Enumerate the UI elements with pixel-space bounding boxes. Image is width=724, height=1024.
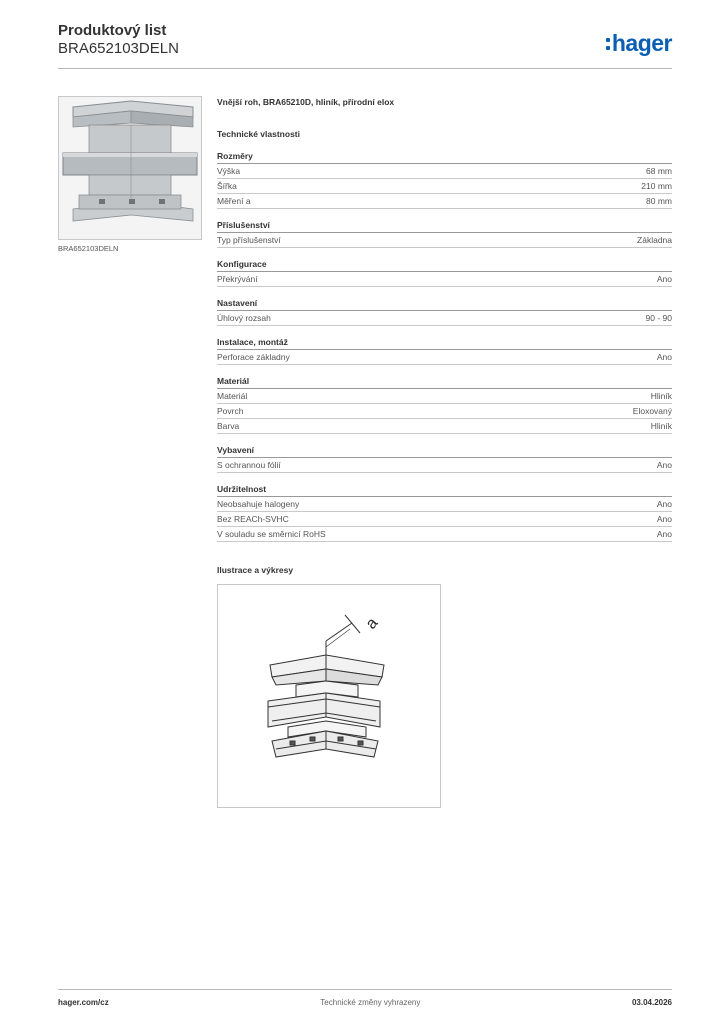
- spec-group-configuration: [217, 258, 672, 287]
- spec-value: Ano: [656, 499, 672, 509]
- spec-label: Barva: [217, 421, 240, 431]
- logo-wordmark: hager: [611, 30, 672, 56]
- footer-divider: [58, 989, 672, 990]
- spec-label: Měření a: [217, 196, 251, 206]
- spec-group-sustainability: [217, 483, 672, 542]
- spec-value: Ano: [656, 529, 672, 539]
- spec-group-title: Vybavení: [217, 444, 672, 458]
- spec-label: V souladu se směrnicí RoHS: [217, 529, 326, 539]
- spec-group-settings: [217, 297, 672, 326]
- spec-row: [217, 512, 672, 527]
- product-photo-icon: [59, 97, 201, 239]
- tech-properties-title: Technické vlastnosti: [217, 129, 300, 139]
- spec-group-title: Příslušenství: [217, 219, 672, 233]
- spec-value: Ano: [656, 460, 672, 470]
- spec-value: 90 - 90: [645, 313, 672, 323]
- spec-value: Základna: [637, 235, 672, 245]
- footer: [58, 998, 672, 1007]
- spec-row: [217, 389, 672, 404]
- spec-row: [217, 164, 672, 179]
- spec-value: 80 mm: [646, 196, 672, 206]
- spec-label: Výška: [217, 166, 241, 176]
- page-title: Produktový list: [58, 22, 167, 39]
- spec-group-title: Instalace, montáž: [217, 336, 672, 350]
- footer-website: hager.com/cz: [58, 998, 109, 1007]
- product-image: [58, 96, 202, 240]
- hager-logo: [606, 30, 672, 56]
- product-image-caption: BRA652103DELN: [58, 244, 119, 253]
- spec-group-accessories: [217, 219, 672, 248]
- spec-group-title: Udržitelnost: [217, 483, 672, 497]
- spec-value: 68 mm: [646, 166, 672, 176]
- spec-value: Ano: [656, 274, 672, 284]
- spec-group-title: Konfigurace: [217, 258, 672, 272]
- spec-label: Úhlový rozsah: [217, 313, 271, 323]
- spec-value: Hliník: [650, 391, 672, 401]
- spec-value: 210 mm: [641, 181, 672, 191]
- spec-row: [217, 350, 672, 365]
- spec-group-dimensions: [217, 150, 672, 209]
- spec-label: Bez REACh-SVHC: [217, 514, 289, 524]
- spec-row: [217, 419, 672, 434]
- spec-label: Perforace základny: [217, 352, 290, 362]
- spec-row: [217, 497, 672, 512]
- spec-label: Typ příslušenství: [217, 235, 281, 245]
- spec-row: [217, 527, 672, 542]
- illustration-title: Ilustrace a výkresy: [217, 565, 294, 575]
- spec-label: Neobsahuje halogeny: [217, 499, 300, 509]
- product-code: BRA652103DELN: [58, 40, 179, 57]
- spec-row: [217, 233, 672, 248]
- spec-value: Eloxovaný: [632, 406, 672, 416]
- spec-group-title: Materiál: [217, 375, 672, 389]
- spec-row: [217, 179, 672, 194]
- header-divider: [58, 68, 672, 69]
- spec-row: [217, 458, 672, 473]
- spec-group-title: Rozměry: [217, 150, 672, 164]
- header: [58, 22, 179, 58]
- drawing-icon: [218, 585, 440, 807]
- spec-section: [217, 96, 672, 542]
- spec-group-equipment: [217, 444, 672, 473]
- spec-label: Šířka: [217, 181, 237, 191]
- spec-row: [217, 404, 672, 419]
- spec-row: [217, 311, 672, 326]
- spec-row: [217, 272, 672, 287]
- spec-label: S ochrannou fólií: [217, 460, 281, 470]
- technical-drawing: [217, 584, 441, 808]
- spec-label: Povrch: [217, 406, 244, 416]
- spec-label: Překrývání: [217, 274, 258, 284]
- footer-date: 03.04.2026: [631, 998, 672, 1007]
- spec-value: Hliník: [650, 421, 672, 431]
- spec-label: Materiál: [217, 391, 248, 401]
- spec-row: [217, 194, 672, 209]
- spec-group-material: [217, 375, 672, 434]
- spec-group-installation: [217, 336, 672, 365]
- spec-group-title: Nastavení: [217, 297, 672, 311]
- spec-value: Ano: [656, 352, 672, 362]
- logo-dots: [606, 38, 610, 50]
- product-description: Vnější roh, BRA65210D, hliník, přírodní elox: [217, 97, 395, 107]
- spec-value: Ano: [656, 514, 672, 524]
- dimension-a-label: a: [362, 614, 382, 633]
- footer-notice: Technické změny vyhrazeny: [320, 998, 421, 1007]
